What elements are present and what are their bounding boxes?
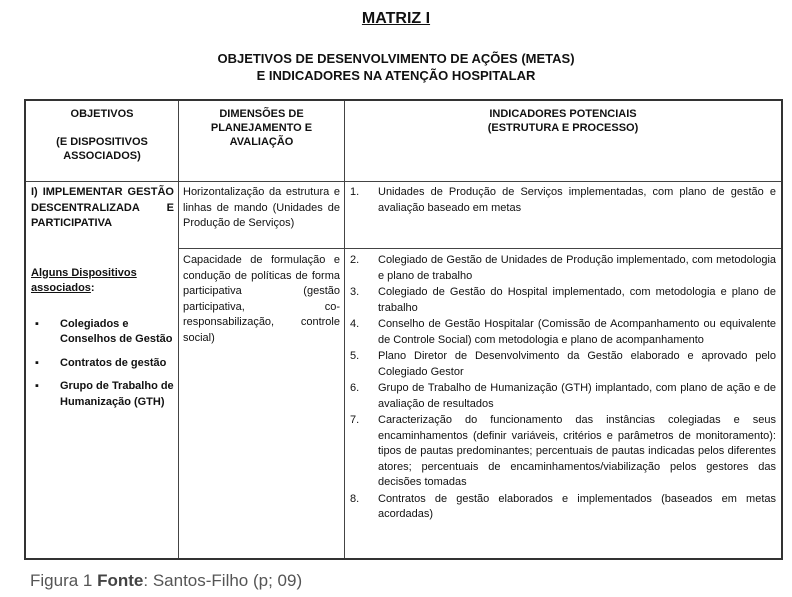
list-item (346, 413, 776, 491)
indicator-text: Grupo de Trabalho de Humanização (GTH) implantado, com plano de ação e de avaliação de resultados (378, 382, 776, 410)
bullet-icon: ▪ (35, 380, 39, 392)
column-divider-1 (178, 101, 179, 558)
indicator-text: Conselho de Gestão Hospitalar (Comissão de Acompanhamento ou equivalente de Controle Social) com metodologia e plano de acompanhamento (378, 318, 776, 346)
list-item (346, 285, 776, 316)
figure-caption (30, 571, 302, 591)
list-item (31, 356, 174, 372)
indicator-text: Colegiado de Gestão do Hospital implementado, com metodologia e plano de trabalho (378, 286, 776, 314)
indicator-number: 2. (350, 254, 360, 266)
indicators-group-2 (346, 253, 776, 524)
indicator-number: 6. (350, 382, 360, 394)
device-text: Grupo de Trabalho de Humanização (GTH) (60, 380, 174, 408)
header-dimensoes-line-3: AVALIAÇÃO (229, 136, 294, 148)
page-title: MATRIZ I (361, 10, 431, 27)
header-dimensoes (179, 107, 344, 149)
caption-bold: Fonte (97, 571, 144, 590)
objectives-column (31, 185, 174, 418)
indicators-group-1 (346, 185, 776, 217)
subtitle-line-1: OBJETIVOS DE DESENVOLVIMENTO DE AÇÕES (METAS) (217, 51, 575, 66)
dimension-2: Capacidade de formulação e condução de políticas de forma participativa (gestão participativa, co-responsabilização, controle social) (183, 254, 340, 344)
matrix-table (24, 99, 783, 560)
devices-list (31, 317, 174, 411)
caption-prefix: Figura 1 (30, 571, 98, 590)
header-objetivos-line-2: (E DISPOSITIVOS (56, 136, 148, 148)
header-divider (26, 181, 781, 182)
indicator-text: Colegiado de Gestão de Unidades de Produção implementado, com metodologia e plano de trabalho (378, 254, 776, 282)
device-text: Colegiados e Conselhos de Gestão (60, 317, 173, 345)
indicator-number: 7. (350, 414, 360, 426)
bullet-icon: ▪ (35, 317, 39, 330)
list-item (346, 317, 776, 348)
list-item (346, 349, 776, 380)
device-text: Contratos de gestão (60, 356, 167, 369)
indicator-text: Plano Diretor de Desenvolvimento da Gestão elaborado e aprovado pelo Colegiado Gestor (378, 350, 776, 378)
list-item (346, 185, 776, 216)
header-indicadores-line-2: (ESTRUTURA E PROCESSO) (487, 122, 639, 134)
indicator-text: Contratos de gestão elaborados e implementados (baseados em metas acordadas) (378, 492, 776, 520)
list-item (346, 492, 776, 523)
indicator-text: Unidades de Produção de Serviços implementadas, com plano de gestão e avaliação baseado em metas (378, 186, 776, 214)
column-divider-2 (344, 101, 345, 558)
header-indicadores-line-1: INDICADORES POTENCIAIS (489, 108, 637, 120)
list-item (31, 317, 174, 348)
list-item (31, 379, 174, 410)
header-indicadores (345, 107, 781, 135)
objective-text: I) IMPLEMENTAR GESTÃO DESCENTRALIZADA E PARTICIPATIVA (31, 186, 174, 229)
header-objetivos-line-3: ASSOCIADOS) (63, 150, 141, 162)
indicator-number: 4. (350, 318, 360, 330)
indicator-number: 3. (350, 286, 360, 298)
header-dimensoes-line-2: PLANEJAMENTO E (210, 122, 313, 134)
indicator-number: 8. (350, 492, 360, 505)
devices-colon: : (90, 282, 95, 294)
list-item (346, 381, 776, 412)
dimension-1: Horizontalização da estrutura e linhas de mando (Unidades de Produção de Serviços) (183, 186, 340, 229)
header-objetivos (26, 107, 178, 163)
row-divider (178, 248, 781, 249)
caption-rest: : Santos-Filho (p; 09) (143, 571, 303, 590)
devices-heading (31, 266, 174, 297)
subtitle-line-2: E INDICADORES NA ATENÇÃO HOSPITALAR (256, 68, 536, 83)
header-objetivos-line-1: OBJETIVOS (70, 108, 134, 120)
devices-label: Alguns Dispositivos associados (31, 266, 137, 294)
bullet-icon: ▪ (35, 356, 39, 369)
list-item (346, 253, 776, 284)
indicator-text: Caracterização do funcionamento das instâncias colegiadas e seus encaminhamentos (definir variáveis, critérios e parâmetros de monitoramento): tipos de pautas predominantes; percentuais de pautas indicadas pelos diferentes atores; percentuais de encaminhamentos/viabilização pelos gestores das decisões tomadas (378, 414, 776, 488)
indicator-number: 5. (350, 350, 360, 362)
header-dimensoes-line-1: DIMENSÕES DE (219, 108, 304, 120)
indicator-number: 1. (350, 186, 360, 198)
